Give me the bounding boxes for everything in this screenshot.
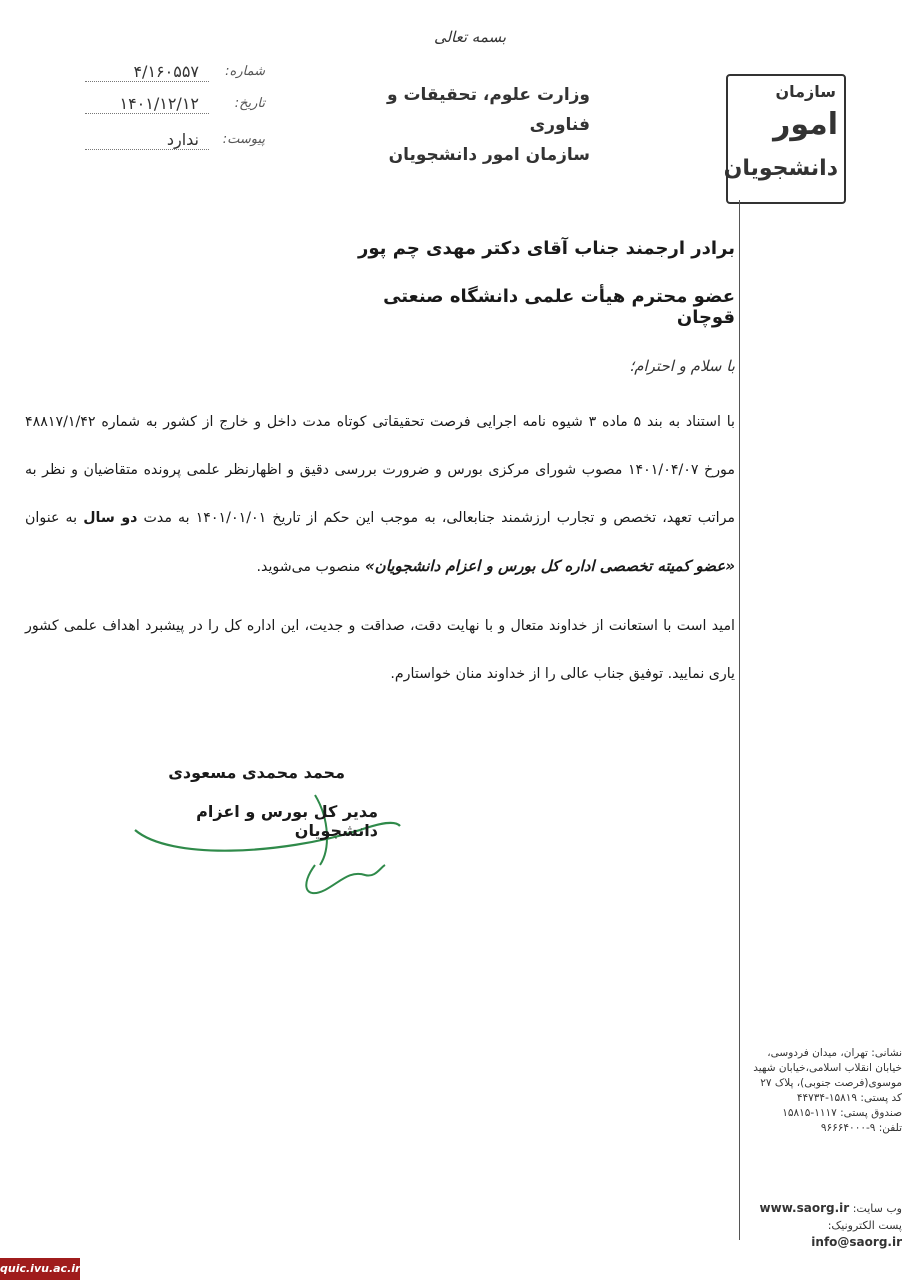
addressee-position: عضو محترم هیأت علمی دانشگاه صنعتی قوچان (383, 286, 735, 328)
attachment-value: ندارد (85, 130, 209, 150)
footer-contact (742, 1200, 902, 1251)
margin-divider (739, 200, 740, 1240)
signatory-title: مدیر کل بورس و اعزام دانشجویان (196, 802, 378, 840)
website-link[interactable]: www.saorg.ir (759, 1201, 850, 1215)
logo-text-1: سازمان (775, 82, 836, 101)
duration-text: دو سال (83, 510, 138, 526)
signatory-name: محمد محمدی مسعودی (168, 763, 345, 782)
address-line: صندوق پستی: ۱۱۱۷-۱۵۸۱۵ (782, 1107, 902, 1119)
addressee-name: برادر ارجمند جناب آقای دکتر مهدی چم پور (358, 238, 735, 259)
basmala: بسمه تعالی (433, 28, 507, 46)
logo-text-2: امور (773, 107, 838, 142)
letterhead (330, 80, 590, 170)
appointment-title: «عضو کمیته تخصصی اداره کل بورس و اعزام دانشجویان» (364, 557, 735, 575)
body-paragraph-1 (25, 398, 735, 591)
attachment-row (85, 130, 265, 154)
letter-date-row (85, 94, 265, 118)
letter-number-label: شماره: (225, 64, 265, 79)
organization-name: سازمان امور دانشجویان (388, 145, 590, 165)
address-line: نشانی: تهران، میدان فردوسی، (767, 1047, 902, 1059)
letter-date-value: ۱۴۰۱/۱۲/۱۲ (85, 94, 209, 114)
letter-number-row (85, 62, 265, 86)
body-p1-as: به عنوان (25, 510, 78, 526)
email-link[interactable]: info@saorg.ir (811, 1235, 902, 1249)
address-line: خیابان انقلاب اسلامی،خیابان شهید (753, 1062, 902, 1074)
email-label: پست الکترونیک: (827, 1219, 902, 1232)
logo-text-3: دانشجویان (723, 156, 838, 181)
body-paragraph-2: امید است با استعانت از خداوند متعال و با نهایت دقت، صداقت و جدیت، این اداره کل را در پیشبرد اهداف علمی کشور یاری نمایید. توفیق جناب عالی را از خداوند منان خواستارم. (25, 618, 735, 682)
attachment-label: پیوست: (222, 132, 265, 147)
address-line: کد پستی: ۱۵۸۱۹-۴۴۷۳۴ (796, 1092, 902, 1104)
ministry-name: وزارت علوم، تحقیقات و فناوری (386, 85, 590, 135)
greeting: با سلام و احترام؛ (629, 357, 735, 375)
footer-address (742, 1046, 902, 1136)
body-p1-end: منصوب می‌شوید. (256, 559, 361, 575)
letter-date-label: تاریخ: (234, 96, 265, 111)
address-line: موسوی(فرصت جنوبی)، پلاک ۲۷ (760, 1077, 902, 1089)
body-p1-text: با استناد به بند ۵ ماده ۳ شیوه نامه اجرایی فرصت تحقیقاتی کوتاه مدت داخل و خارج از کشور به شماره ۴۸۸۱۷/۱/۴۲ مورخ ۱۴۰۱/۰۴/۰۷ مصوب شورای مرکزی بورس و ضرورت بررسی دقیق و اظهارنظر علمی پرونده متقاضیان و نظر به مراتب تعهد، تخصص و تجارب ارزشمند جنابعالی، به موجب این حکم از تاریخ ۱۴۰۱/۰۱/۰۱ به مدت (25, 414, 735, 526)
letter-number-value: ۴/۱۶۰۵۵۷ (85, 62, 209, 82)
website-label: وب سایت: (852, 1202, 902, 1215)
address-line: تلفن: ۹-۹۶۶۶۴۰۰۰ (820, 1122, 902, 1134)
organization-logo-icon (723, 74, 846, 204)
source-badge: quic.ivu.ac.ir (0, 1258, 80, 1280)
